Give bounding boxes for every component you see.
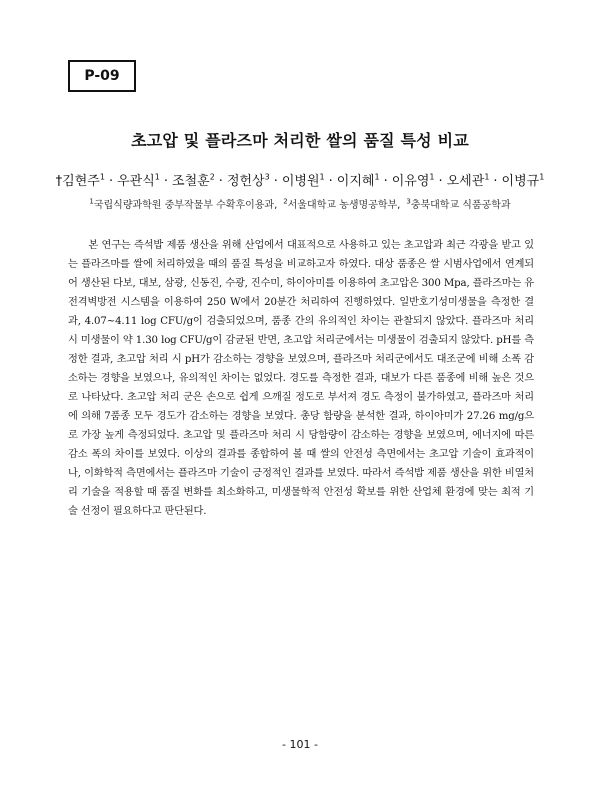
author-separator: · xyxy=(218,174,223,189)
poster-id: P-09 xyxy=(84,68,120,84)
author: 이병원$^1$ xyxy=(281,172,325,189)
affiliation: $^2$서울대학교 농생명공학부, xyxy=(283,197,401,211)
affiliation-list xyxy=(0,196,600,211)
author-separator: · xyxy=(163,174,169,189)
author: 조철훈$^2$ xyxy=(172,172,215,189)
affiliation: $^3$충북대학교 식품공학과 xyxy=(406,197,511,211)
author-list xyxy=(0,170,600,189)
author: 이병규$^1$ xyxy=(501,172,545,189)
abstract-body: 본 연구는 즉석밥 제품 생산을 위해 산업에서 대표적으로 사용하고 있는 초고압과 최근 각광을 받고 있는 플라즈마를 쌀에 처리하였을 때의 품질 특성을 비교하고자 하였다. 대상 품종은 쌀 시범사업에서 연계되어 생산된 다보, 대보, 삼광, 신동진, 수광, 진수미, 하이아미를 이용하여 초고압은 300 Mpa, 플라즈마는 유전격벽방전 시스템을 이용하여 250 W에서 20분간 처리하여 진행하였다. 일반호기성미생물을 측정한 결과, 4.07~4.11 log CFU/g이 검출되었으며, 품종 간의 유의적인 차이는 관찰되지 않았다. 플라즈마 처리 시 미생물이 약 1.30 log CFU/g이 감균된 반면, 초고압 처리군에서는 미생물이 검출되지 않았다. pH를 측정한 결과, 초고압 처리 시 pH가 감소하는 경향을 보였으며, 플라즈마 처리군에서도 대조군에 비해 소폭 감소하는 경향을 보였으나, 유의적인 차이는 없었다. 경도를 측정한 결과, 대보가 다른 품종에 비해 높은 것으로 나타났다. 초고압 처리 군은 손으로 쉽게 으깨질 정도로 부서져 경도 측정이 불가하였고, 플라즈마 처리에 의해 7품종 모두 경도가 감소하는 경향을 보였다. 총당 함량을 분석한 결과, 하이아미가 27.26 mg/g으로 가장 높게 측정되었다. 초고압 및 플라즈마 처리 시 당함량이 감소하는 경향을 보였으며, 에너지에 따른 감소 폭의 차이를 보였다. 이상의 결과를 종합하여 볼 때 쌀의 안전성 측면에서는 초고압 기술이 효과적이나, 이화학적 측면에서는 플라즈마 기술이 긍정적인 결과를 보였다. 따라서 즉석밥 제품 생산을 위한 비열처리 기술을 적용할 때 품질 변화를 최소화하고, 미생물학적 안전성 확보를 위한 산업체 환경에 맞는 최적 기술 선정이 필요하다고 판단된다. xyxy=(68,240,534,517)
author: 이지혜$^1$ xyxy=(336,172,380,189)
author-separator: · xyxy=(438,174,443,189)
author-separator: · xyxy=(493,174,498,189)
poster-id-box xyxy=(68,60,136,92)
affiliation: $^1$국립식량과학원 중부작물부 수확후이용과, xyxy=(89,197,278,211)
author: 정헌상$^3$ xyxy=(226,172,270,189)
author-separator: · xyxy=(383,174,388,189)
author: 우관식$^1$ xyxy=(117,172,160,189)
author: †김현주$^1$ xyxy=(55,172,105,189)
author: 오세관$^1$ xyxy=(446,172,490,189)
paper-title: 초고압 및 플라즈마 처리한 쌀의 품질 특성 비교 xyxy=(131,131,469,150)
author-separator: · xyxy=(108,174,114,189)
page-number: - 101 - xyxy=(282,738,318,751)
author-separator: · xyxy=(273,174,278,189)
author-separator: · xyxy=(328,174,333,189)
author: 이유영$^1$ xyxy=(391,172,435,189)
